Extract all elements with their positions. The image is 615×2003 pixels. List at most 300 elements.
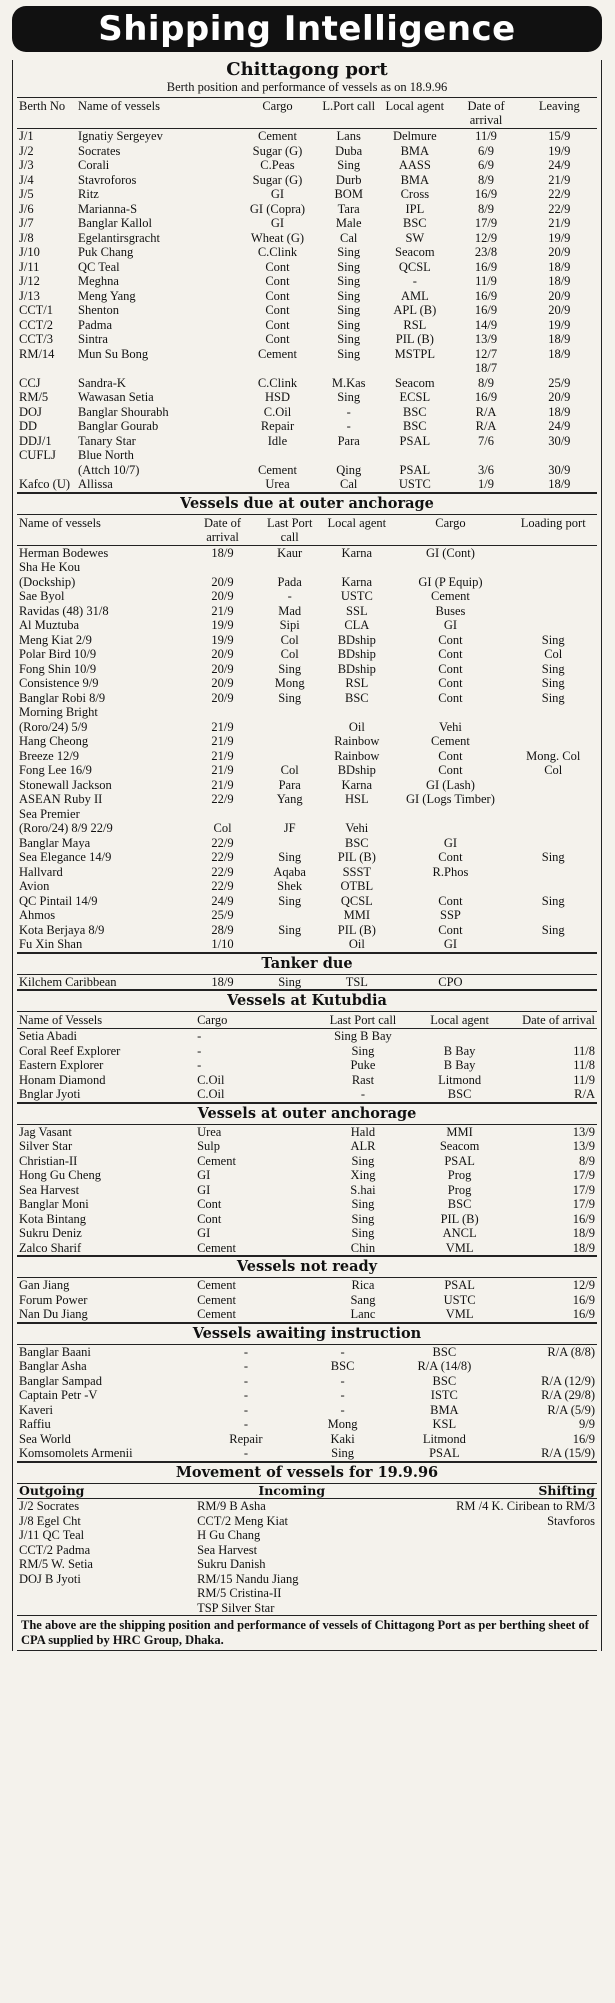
- table-cell: Pada: [277, 574, 302, 589]
- table-cell: M.Kas: [331, 375, 366, 390]
- table-cell: 16/9: [474, 303, 498, 317]
- table-cell: [257, 720, 322, 735]
- table-cell: Meng Kiat 2/9: [19, 632, 92, 647]
- due-vessel-row: [17, 879, 597, 894]
- due-vessel-row: [17, 575, 597, 590]
- table-cell: Cont: [438, 676, 463, 690]
- table-cell: -: [243, 1373, 249, 1388]
- table-cell: Cal: [340, 477, 358, 491]
- table-cell: Banglar Asha: [19, 1359, 87, 1373]
- table-cell: Sugar (G): [252, 172, 303, 187]
- table-cell: [237, 448, 318, 463]
- table-cell: Breeze 12/9: [19, 748, 80, 763]
- table-cell: VML: [445, 1307, 474, 1321]
- table-cell: R/A (15/9): [541, 1446, 595, 1460]
- table-cell: J/11 QC Teal: [19, 1528, 85, 1542]
- table-cell: 11/9: [475, 129, 497, 143]
- table-cell: [391, 560, 509, 575]
- table-cell: Banglar Kallol: [78, 216, 152, 230]
- table-cell: CCJ: [19, 375, 41, 390]
- table-cell: [388, 1586, 597, 1601]
- kutubdia-row: [17, 1073, 597, 1088]
- table-cell: 11/9: [573, 1072, 595, 1087]
- table-cell: BMA: [400, 172, 430, 187]
- berth-row: [17, 434, 597, 449]
- table-cell: 12/9: [474, 230, 498, 245]
- table-cell: (Attch 10/7): [78, 462, 140, 477]
- table-cell: 20/9: [548, 390, 571, 404]
- table-cell: Rast: [351, 1072, 375, 1087]
- table-cell: Sing: [351, 1226, 375, 1240]
- table-cell: SSP: [440, 908, 461, 922]
- table-cell: R/A (8/8): [547, 1344, 595, 1359]
- table-cell: 18/9: [548, 259, 571, 274]
- table-cell: RM /4 K. Ciribean to RM/3: [456, 1499, 595, 1513]
- table-cell: 19/9: [211, 618, 234, 632]
- table-cell: -: [412, 274, 417, 288]
- table-cell: [17, 1601, 195, 1616]
- kutubdia-body: [17, 1029, 597, 1102]
- table-cell: Qing: [336, 462, 362, 477]
- berth-row: [17, 129, 597, 144]
- not-ready-row: [17, 1293, 597, 1308]
- table-cell: J/5: [19, 187, 34, 201]
- due-vessel-row: [17, 778, 597, 793]
- table-cell: Shenton: [78, 303, 119, 317]
- table-cell: Cement: [258, 129, 297, 143]
- table-cell: Seacom: [395, 245, 435, 259]
- table-cell: R/A: [475, 404, 497, 419]
- table-cell: ISTC: [430, 1388, 458, 1402]
- table-cell: -: [243, 1359, 249, 1373]
- table-cell: Cont: [265, 332, 290, 346]
- table-cell: -: [360, 1087, 366, 1101]
- berth-row: [17, 463, 597, 478]
- column-header: Cargo: [197, 1013, 228, 1027]
- table-cell: Cement: [197, 1153, 236, 1168]
- table-cell: Seacom: [439, 1139, 480, 1153]
- table-cell: [17, 361, 76, 376]
- table-cell: Litmond: [438, 1072, 482, 1087]
- table-cell: 6/9: [478, 158, 495, 172]
- table-cell: [509, 937, 597, 952]
- awaiting-row: [17, 1374, 597, 1389]
- table-cell: -: [340, 1373, 345, 1388]
- due-vessel-row: [17, 560, 597, 575]
- due-vessel-row: [17, 545, 597, 560]
- table-cell: QC Teal: [78, 259, 120, 274]
- table-cell: BSC: [432, 1373, 457, 1388]
- table-cell: 16/9: [572, 1211, 595, 1226]
- table-cell: Lanc: [350, 1307, 376, 1321]
- table-cell: RM/5 W. Setia: [19, 1557, 93, 1571]
- table-cell: 23/8: [474, 245, 498, 259]
- table-cell: Ahmos: [19, 908, 56, 922]
- table-cell: [318, 361, 379, 376]
- outer-anchorage-row: [17, 1154, 597, 1169]
- table-cell: Yang: [276, 792, 303, 806]
- table-cell: Xing: [350, 1168, 376, 1182]
- table-cell: [257, 749, 322, 764]
- table-cell: GI (Lash): [425, 777, 475, 792]
- table-cell: 8/9: [478, 375, 495, 390]
- section-title-not-ready: Vessels not ready: [17, 1255, 597, 1278]
- table-cell: BDship: [337, 647, 376, 661]
- table-cell: -: [243, 1388, 249, 1402]
- table-cell: J/3: [19, 158, 34, 172]
- table-cell: 21/9: [548, 172, 571, 187]
- kutubdia-row: [17, 1058, 597, 1073]
- table-cell: BOM: [334, 187, 363, 201]
- table-cell: Sing: [351, 1211, 375, 1226]
- table-cell: 20/9: [211, 647, 234, 661]
- table-cell: J/6: [19, 201, 34, 216]
- table-cell: Cement: [258, 462, 297, 477]
- table-cell: Avion: [19, 879, 50, 893]
- table-cell: J/7: [19, 216, 34, 230]
- table-cell: Hong Gu Cheng: [19, 1168, 101, 1182]
- table-cell: Sing: [337, 158, 361, 172]
- table-cell: PSAL: [444, 1153, 475, 1168]
- table-cell: 16/9: [474, 187, 498, 201]
- table-cell: BSC: [447, 1087, 472, 1101]
- column-header: Name of vessels: [78, 99, 160, 113]
- table-cell: BSC: [403, 216, 427, 230]
- table-cell: Col: [280, 632, 299, 647]
- table-cell: Hald: [350, 1124, 376, 1139]
- table-cell: ANCL: [442, 1226, 477, 1240]
- table-cell: Banglar Maya: [19, 835, 91, 850]
- table-cell: 18/9: [548, 477, 571, 491]
- not-ready-row: [17, 1278, 597, 1293]
- outer-anchorage-row: [17, 1212, 597, 1227]
- table-cell: Para: [278, 777, 301, 792]
- section-title-kutubdia: Vessels at Kutubdia: [17, 989, 597, 1012]
- berth-row: [17, 274, 597, 289]
- table-cell: 19/9: [548, 230, 571, 245]
- table-cell: Sing: [337, 390, 361, 404]
- table-cell: ECSL: [399, 390, 431, 404]
- table-cell: Cont: [438, 690, 463, 705]
- awaiting-table: [17, 1345, 597, 1461]
- table-cell: [257, 937, 322, 952]
- column-header: Name of vessels: [19, 515, 101, 530]
- table-cell: SW: [405, 230, 425, 245]
- table-cell: AASS: [398, 158, 431, 172]
- table-cell: Egelantirsgracht: [78, 230, 160, 245]
- table-cell: -: [197, 1029, 202, 1043]
- table-cell: Sing: [337, 303, 361, 317]
- table-cell: Meghna: [78, 274, 119, 288]
- table-cell: DDJ/1: [19, 433, 52, 448]
- table-cell: [509, 778, 597, 793]
- table-cell: RM/14: [19, 346, 55, 361]
- at-outer-body: [17, 1125, 597, 1256]
- table-cell: 25/9: [211, 908, 234, 922]
- table-cell: [237, 361, 318, 376]
- berth-row: [17, 347, 597, 362]
- table-cell: Hallvard: [19, 864, 63, 879]
- table-cell: Stavroforos: [78, 172, 137, 187]
- due-vessel-row: [17, 749, 597, 764]
- table-cell: 20/9: [211, 661, 234, 676]
- table-cell: [509, 560, 597, 575]
- table-cell: Sing: [351, 1153, 375, 1168]
- table-cell: B Bay: [443, 1043, 476, 1058]
- table-cell: Wawasan Setia: [78, 390, 154, 404]
- table-cell: Cross: [400, 187, 430, 201]
- table-cell: Cont: [438, 893, 463, 908]
- table-cell: [257, 705, 322, 720]
- table-cell: 12/7: [474, 346, 498, 361]
- table-cell: -: [197, 1058, 202, 1072]
- table-cell: CLA: [344, 618, 370, 632]
- table-cell: QCSL: [340, 893, 373, 908]
- table-cell: [17, 1586, 195, 1601]
- due-outer-body: [17, 545, 597, 952]
- table-cell: BDship: [337, 661, 376, 676]
- table-cell: [318, 448, 379, 463]
- table-cell: Oil: [348, 937, 365, 951]
- section-title-awaiting: Vessels awaiting instruction: [17, 1322, 597, 1345]
- table-cell: Kafco (U): [19, 477, 71, 491]
- table-cell: Col: [280, 647, 299, 661]
- table-cell: CCT/2: [19, 317, 54, 332]
- table-cell: GI (P Equip): [418, 574, 483, 589]
- table-cell: Mong: [274, 676, 305, 690]
- table-cell: Cont: [265, 303, 290, 317]
- table-cell: MMI: [446, 1124, 473, 1139]
- table-cell: Sea World: [19, 1431, 71, 1446]
- table-cell: Captain Petr -V: [19, 1388, 98, 1402]
- table-cell: (Roro/24) 5/9: [19, 719, 88, 734]
- column-header: Cargo: [435, 515, 466, 530]
- table-cell: Coral Reef Explorer: [19, 1043, 121, 1058]
- table-cell: Sing: [337, 274, 361, 288]
- table-cell: [522, 361, 597, 376]
- berth-row: [17, 245, 597, 260]
- table-cell: -: [243, 1417, 249, 1431]
- table-cell: BSC: [345, 835, 369, 850]
- movement-row: [17, 1528, 597, 1543]
- table-cell: Bnglar Jyoti: [19, 1087, 81, 1101]
- table-cell: (Roro/24) 8/9 22/9: [19, 821, 113, 835]
- table-cell: 22/9: [211, 864, 234, 879]
- table-cell: 16/9: [474, 288, 498, 303]
- table-cell: -: [197, 1043, 202, 1058]
- table-cell: Sing: [541, 850, 565, 864]
- table-cell: Sing: [337, 259, 361, 274]
- table-cell: Sing: [278, 850, 302, 864]
- table-cell: ALR: [350, 1139, 376, 1153]
- tanker-body: [17, 975, 597, 990]
- table-cell: RSL: [403, 317, 427, 332]
- table-cell: S.hai: [350, 1182, 376, 1197]
- table-cell: RM/9 B Asha: [197, 1499, 266, 1513]
- table-cell: 30/9: [548, 433, 571, 448]
- table-cell: BMA: [430, 1402, 459, 1417]
- table-cell: GI (Logs Timber): [405, 792, 495, 806]
- table-cell: R/A (14/8): [417, 1359, 472, 1373]
- due-vessel-row: [17, 662, 597, 677]
- column-header: Local agent: [385, 99, 445, 113]
- table-cell: Al Muztuba: [19, 618, 80, 632]
- table-cell: Vehi: [345, 821, 369, 835]
- table-cell: [409, 1029, 511, 1044]
- awaiting-row: [17, 1388, 597, 1403]
- table-cell: Repair: [229, 1431, 263, 1446]
- table-cell: Christian-II: [19, 1153, 78, 1168]
- table-cell: CCT/2 Meng Kiat: [197, 1513, 289, 1528]
- table-cell: CUFLJ: [19, 448, 56, 462]
- table-cell: Mong. Col: [526, 748, 581, 763]
- table-cell: PSAL: [399, 462, 431, 477]
- table-cell: [509, 720, 597, 735]
- table-cell: 21/9: [548, 216, 571, 230]
- table-cell: [391, 879, 509, 894]
- table-cell: SSST: [342, 864, 372, 879]
- table-cell: GI: [270, 216, 285, 230]
- awaiting-row: [17, 1417, 597, 1432]
- table-cell: 28/9: [211, 922, 234, 937]
- table-cell: BDship: [337, 632, 376, 647]
- content-box: [12, 60, 602, 1651]
- table-cell: 22/9: [211, 850, 234, 864]
- section-title-tanker: Tanker due: [17, 952, 597, 975]
- due-vessel-row: [17, 720, 597, 735]
- table-cell: Banglar Gourab: [78, 419, 159, 433]
- table-cell: Sing: [541, 661, 565, 676]
- table-cell: Banglar Moni: [19, 1197, 89, 1211]
- column-header: Berth No: [19, 99, 66, 113]
- table-cell: PIL (B): [395, 332, 434, 346]
- table-cell: [322, 807, 391, 822]
- table-cell: 8/9: [478, 201, 495, 216]
- table-cell: 22/9: [211, 792, 234, 806]
- due-vessel-row: [17, 792, 597, 807]
- berth-body: [17, 129, 597, 492]
- table-cell: 20/9: [548, 245, 571, 259]
- table-cell: Kaki: [330, 1431, 355, 1446]
- table-cell: Mong: [327, 1417, 358, 1431]
- table-cell: Kaveri: [19, 1402, 54, 1417]
- table-cell: Cont: [438, 647, 463, 661]
- table-cell: HSD: [264, 390, 290, 404]
- due-vessel-row: [17, 604, 597, 619]
- table-cell: Sing: [541, 690, 565, 705]
- berth-row: [17, 173, 597, 188]
- berth-row: [17, 303, 597, 318]
- table-cell: Oil: [348, 719, 365, 734]
- awaiting-row: [17, 1432, 597, 1447]
- table-cell: 13/9: [572, 1139, 595, 1153]
- table-cell: Karna: [341, 777, 373, 792]
- table-cell: Sing: [337, 245, 361, 259]
- awaiting-row: [17, 1446, 597, 1461]
- table-cell: APL (B): [393, 303, 437, 317]
- table-cell: GI: [197, 1168, 211, 1182]
- table-cell: (Dockship): [19, 574, 76, 589]
- table-cell: Hang Cheong: [19, 734, 89, 748]
- due-vessel-row: [17, 908, 597, 923]
- outer-anchorage-row: [17, 1226, 597, 1241]
- table-cell: Col: [280, 763, 299, 777]
- table-cell: Fong Lee 16/9: [19, 763, 92, 777]
- berth-row: [17, 231, 597, 246]
- berth-row: [17, 318, 597, 333]
- table-cell: 1/9: [478, 477, 495, 491]
- table-cell: H Gu Chang: [197, 1528, 261, 1542]
- table-cell: Kaur: [277, 545, 303, 560]
- berth-row: [17, 332, 597, 347]
- table-cell: [257, 836, 322, 851]
- column-header: Last Port call: [329, 1013, 397, 1027]
- table-cell: Cont: [438, 763, 463, 777]
- table-cell: [510, 1029, 597, 1044]
- berth-row: [17, 216, 597, 231]
- table-cell: Marianna-S: [78, 201, 138, 216]
- table-cell: Sing: [541, 922, 565, 937]
- table-cell: TSL: [345, 974, 368, 989]
- table-cell: Sukru Danish: [197, 1557, 266, 1571]
- table-cell: PSAL: [444, 1278, 475, 1292]
- table-cell: GI: [443, 618, 458, 632]
- table-cell: 11/8: [573, 1058, 595, 1072]
- table-cell: 18/9: [211, 545, 234, 560]
- table-cell: 30/9: [548, 462, 571, 477]
- table-cell: 21/9: [211, 603, 234, 618]
- due-vessel-row: [17, 763, 597, 778]
- column-header: Incoming: [258, 1483, 326, 1498]
- table-cell: Banglar Sampad: [19, 1373, 102, 1388]
- table-cell: Fu Xin Shan: [19, 937, 83, 951]
- table-cell: Forum Power: [19, 1292, 88, 1307]
- table-cell: SSL: [346, 603, 368, 618]
- table-cell: [509, 589, 597, 604]
- table-cell: 8/9: [579, 1153, 595, 1168]
- table-cell: 21/9: [211, 763, 234, 777]
- table-cell: Col: [213, 821, 232, 835]
- table-cell: Meng Yang: [78, 288, 136, 303]
- table-cell: PIL (B): [337, 850, 376, 864]
- table-cell: Gan Jiang: [19, 1278, 70, 1292]
- table-cell: Seacom: [395, 375, 435, 390]
- table-cell: 18/7: [474, 361, 498, 375]
- table-cell: Sing B Bay: [334, 1029, 392, 1043]
- table-cell: Sing: [541, 676, 565, 690]
- table-cell: 19/9: [548, 143, 571, 158]
- table-cell: Cont: [438, 661, 463, 676]
- table-cell: Sea Harvest: [197, 1542, 258, 1557]
- table-cell: GI (Cont): [425, 545, 475, 560]
- table-cell: R.Phos: [432, 864, 469, 879]
- table-cell: 18/9: [548, 274, 571, 288]
- table-cell: Mun Su Bong: [78, 346, 149, 361]
- table-cell: Tanary Star: [78, 433, 136, 448]
- table-cell: Cont: [265, 274, 290, 288]
- table-cell: JF: [283, 821, 296, 835]
- table-cell: C.Clink: [257, 375, 298, 390]
- due-outer-header-row: [17, 515, 597, 546]
- table-cell: Sandra-K: [78, 375, 126, 390]
- table-cell: [188, 807, 257, 822]
- table-cell: Socrates: [78, 143, 121, 158]
- kutubdia-row: [17, 1029, 597, 1044]
- tanker-table: [17, 975, 597, 990]
- table-cell: Padma: [78, 317, 113, 332]
- table-cell: Ignatiy Sergeyev: [78, 129, 163, 143]
- table-cell: Zalco Sharif: [19, 1240, 82, 1255]
